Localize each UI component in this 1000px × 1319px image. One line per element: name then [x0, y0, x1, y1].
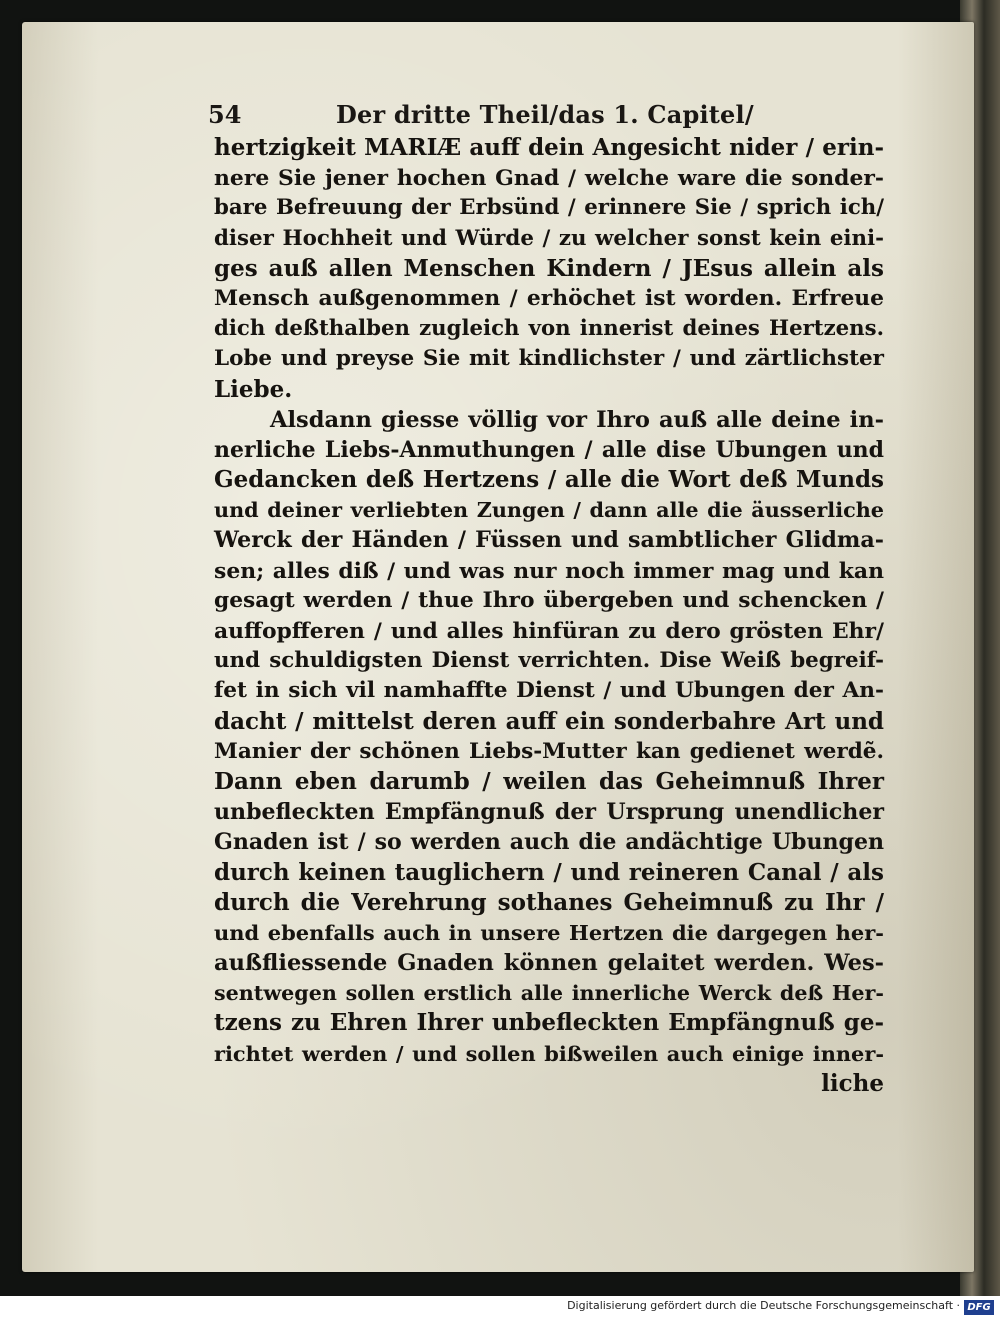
- page-number: 54: [208, 100, 242, 129]
- text-line: gesagt werden / thue Ihro übergeben und schencken /: [214, 587, 884, 613]
- text-line: tzens zu Ehren Ihrer unbefleckten Empfängnuß ge-: [214, 1009, 884, 1037]
- catchword: liche: [821, 1069, 884, 1097]
- running-title: Der dritte Theil/das 1. Capitel/: [336, 100, 754, 129]
- text-line: nere Sie jener hochen Gnad / welche ware die sonder-: [214, 165, 884, 192]
- text-line: Werck der Händen / Füssen und sambtlicher Glidma-: [214, 527, 884, 554]
- text-line: bare Befreuung der Erbsünd / erinnere Sie / sprich ich/: [214, 195, 884, 221]
- text-line: Gedancken deß Hertzens / alle die Wort deß Munds: [214, 466, 884, 494]
- text-line: ges auß allen Menschen Kindern / JEsus allein als: [214, 254, 884, 282]
- footer-bar: [0, 1296, 1000, 1319]
- text-line: nerliche Liebs-Anmuthungen / alle dise Ubungen und: [214, 436, 884, 463]
- text-line: und deiner verliebten Zungen / dann alle die äusserliche: [214, 498, 884, 523]
- text-line: dich deßthalben zugleich von innerist deines Hertzens.: [214, 316, 884, 342]
- text-line: und ebenfalls auch in unsere Hertzen die dargegen her-: [214, 919, 884, 945]
- text-line: diser Hochheit und Würde / zu welcher sonst kein eini-: [214, 225, 884, 251]
- text-line: durch die Verehrung sothanes Geheimnuß zu Ihr /: [214, 888, 884, 916]
- text-line: Mensch außgenommen / erhöchet ist worden. Erfreue: [214, 285, 884, 311]
- text-line: Dann eben darumb / weilen das Geheimnuß Ihrer: [214, 767, 884, 795]
- text-line: hertzigkeit MARIÆ auff dein Angesicht nider / erin-: [214, 134, 884, 161]
- text-line: Gnaden ist / so werden auch die andächtige Ubungen: [214, 829, 884, 856]
- text-line: außfliessende Gnaden können gelaitet werden. Wes-: [214, 950, 884, 977]
- text-line: und schuldigsten Dienst verrichten. Dise Weiß begreif-: [214, 648, 884, 674]
- dfg-logo[interactable]: DFG: [964, 1300, 994, 1315]
- text-line: sen; alles diß / und was nur noch immer mag und kan: [214, 557, 884, 584]
- text-line: sentwegen sollen erstlich alle innerliche Werck deß Her-: [214, 981, 884, 1006]
- text-line: richtet werden / und sollen bißweilen auch einige inner-: [214, 1040, 884, 1066]
- body-text: [214, 133, 884, 1099]
- text-line: Liebe.: [214, 375, 293, 403]
- text-line: Manier der schönen Liebs-Mutter kan gedienet werdẽ.: [214, 738, 884, 764]
- page-header: [208, 100, 768, 132]
- text-line: auffopfferen / und alles hinfüran zu dero grösten Ehr/: [214, 618, 884, 644]
- text-line: Lobe und preyse Sie mit kindlichster / und zärtlichster: [214, 346, 884, 372]
- funding-note: Digitalisierung gefördert durch die Deutsche Forschungsgemeinschaft ·: [567, 1299, 960, 1312]
- text-line: Alsdann giesse völlig vor Ihro auß alle deine in-: [270, 406, 884, 433]
- text-line: durch keinen tauglichern / und reineren Canal / als: [214, 858, 884, 886]
- text-line: dacht / mittelst deren auff ein sonderbahre Art und: [214, 707, 884, 735]
- text-line: unbefleckten Empfängnuß der Ursprung unendlicher: [214, 799, 884, 826]
- text-line: fet in sich vil namhaffte Dienst / und Ubungen der An-: [214, 678, 884, 704]
